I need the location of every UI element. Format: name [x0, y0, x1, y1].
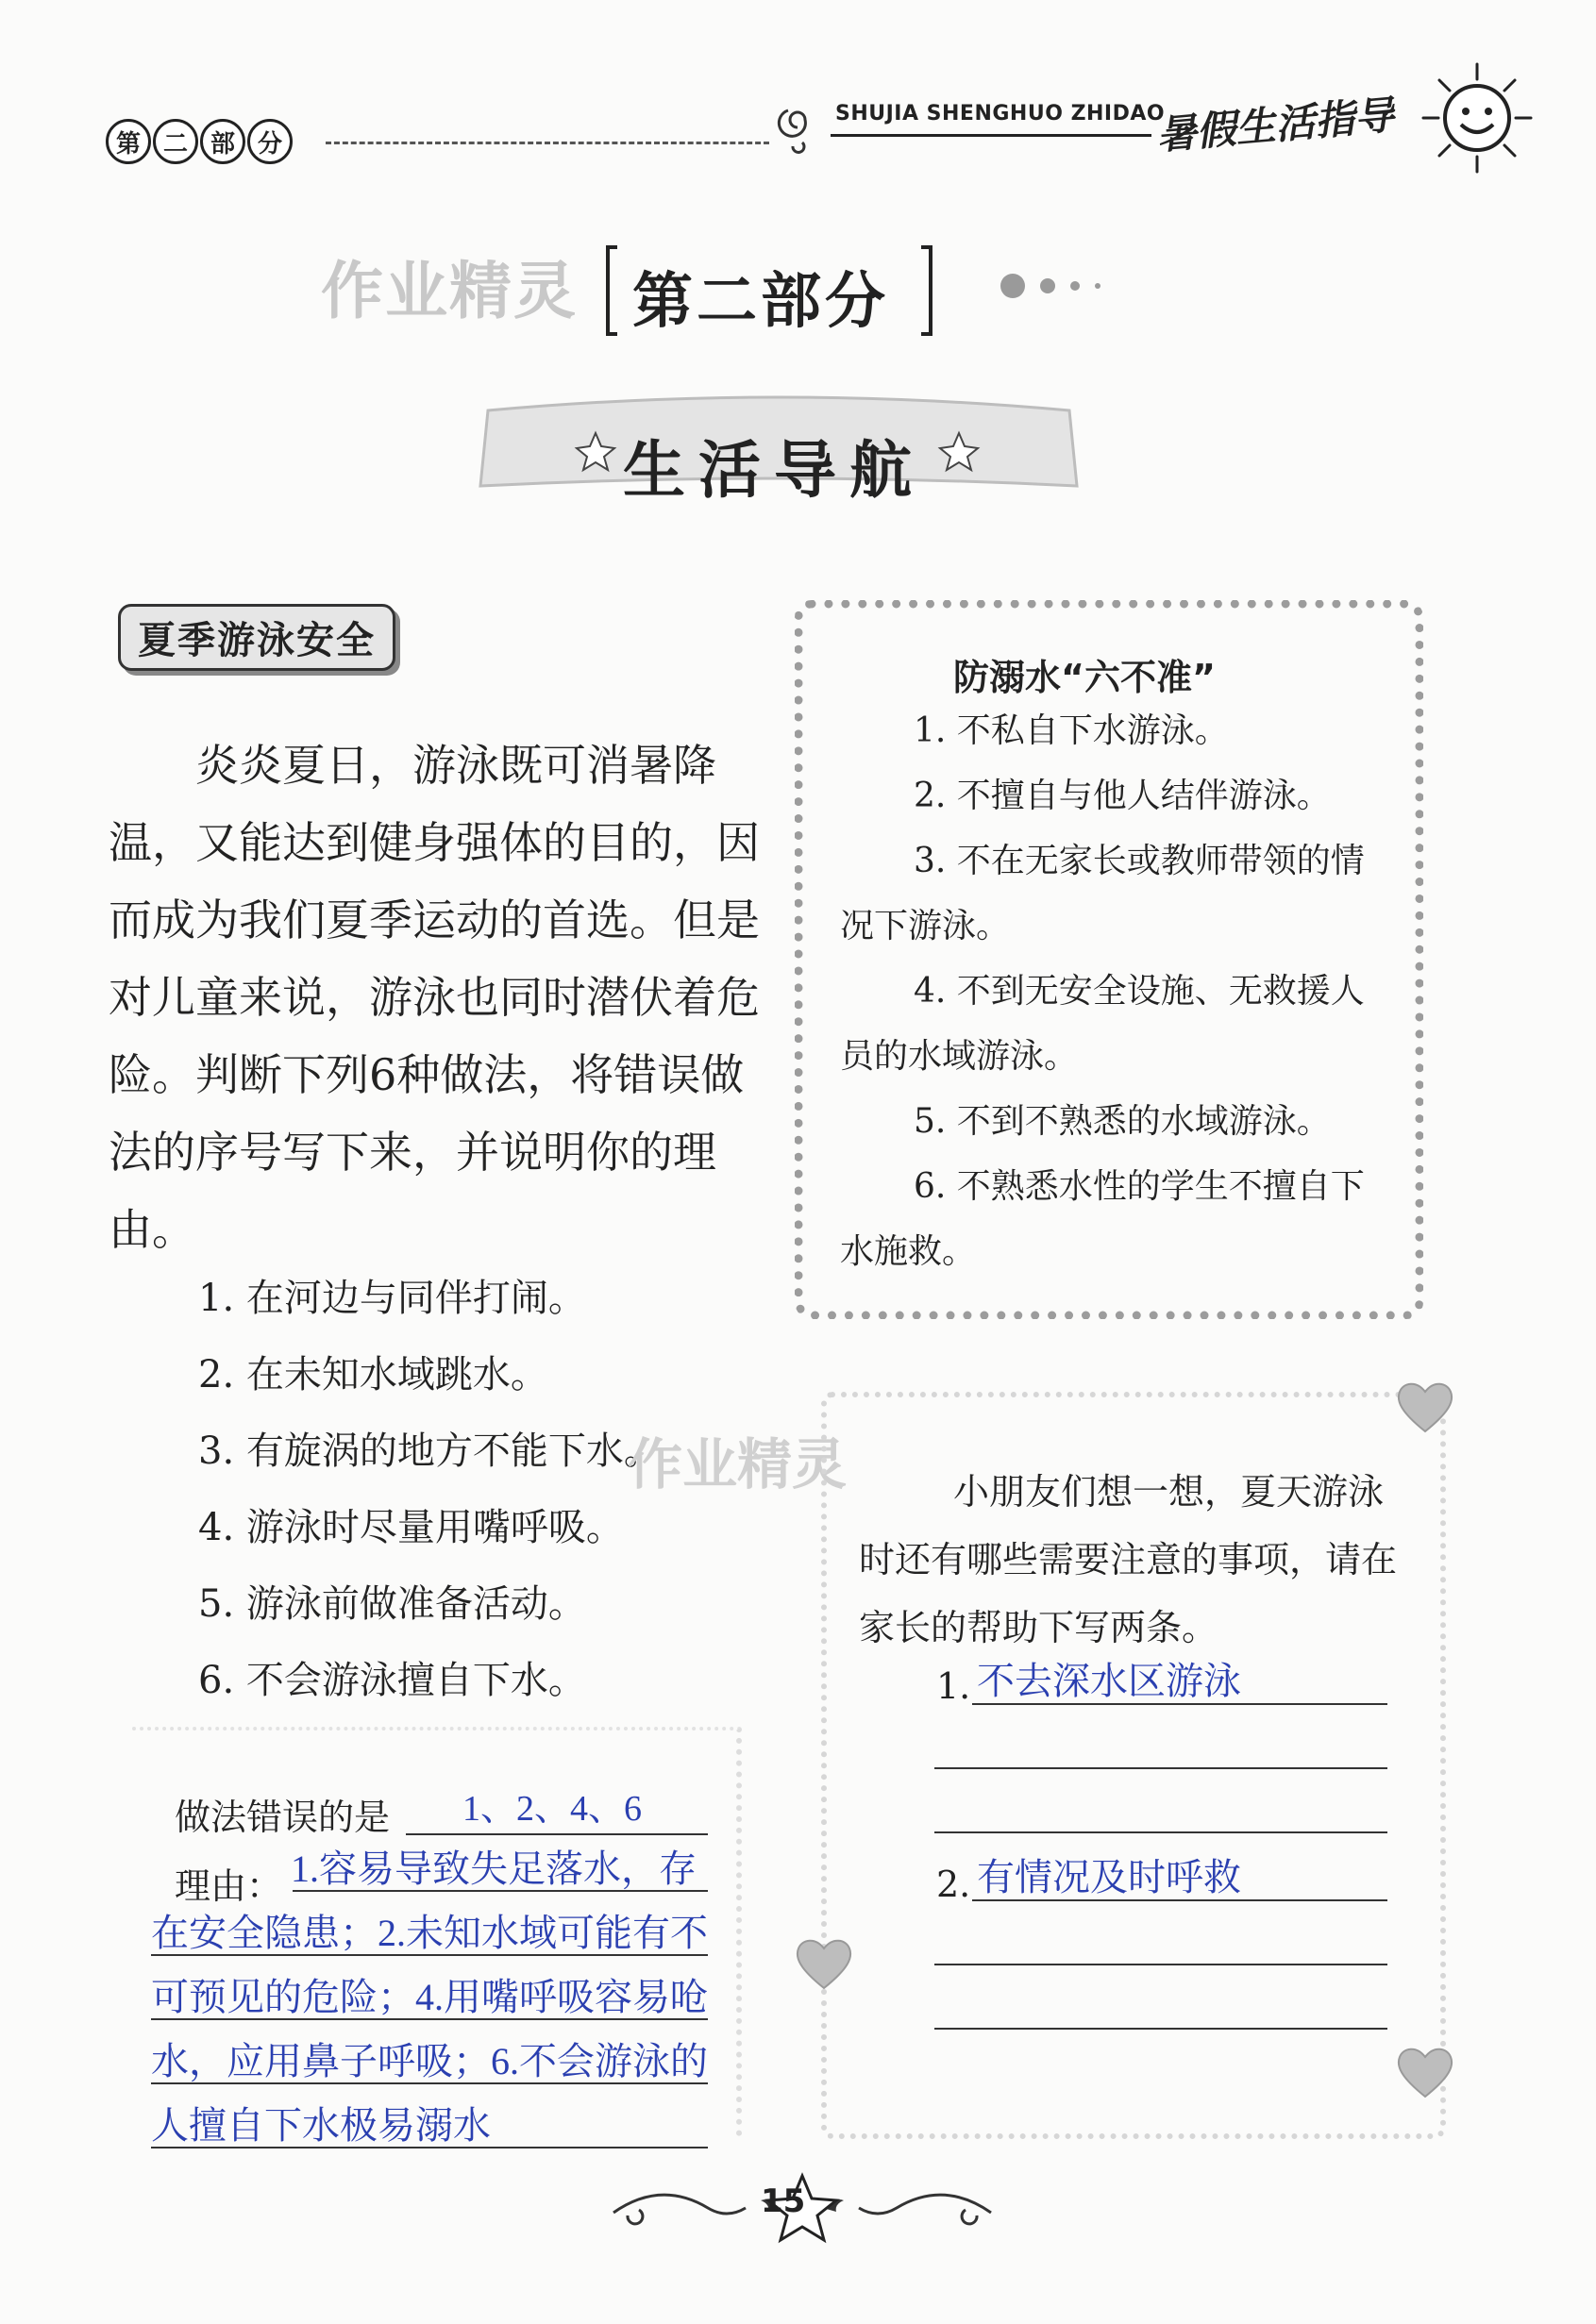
wrong-practices-label: 做法错误的是 [175, 1797, 391, 1838]
part-label [106, 119, 294, 164]
rules-list [840, 698, 1387, 1284]
list-item: 4. 游泳时尽量用嘴呼吸。 [198, 1506, 624, 1549]
heart-icon [1392, 1373, 1458, 1439]
reason-label: 理由： [175, 1865, 283, 1907]
rules-title: 防溺水“六不准” [953, 657, 1216, 698]
rule-item: 3. 不在无家长或教师带领的情况下游泳。 [840, 842, 1365, 945]
answer-line [934, 2028, 1387, 2030]
list-item: 2. 在未知水域跳水。 [198, 1353, 548, 1396]
page-number: 15 [761, 2182, 806, 2220]
heart-icon [791, 1930, 857, 1996]
list-item: 3. 有旋涡的地方不能下水。 [198, 1430, 662, 1473]
rule-item: 6. 不熟悉水性的学生不擅自下水施救。 [840, 1167, 1365, 1271]
intro-paragraph: 炎炎夏日，游泳既可消暑降温，又能达到健身强体的目的，因而成为我们夏季运动的首选。但是对儿童来说，游泳也同时潜伏着危险。判断下列6种做法，将错误做法的序号写下来，并说明你的理由。 [109, 740, 760, 1255]
part-char: 第 [106, 119, 151, 164]
answer-line [972, 1899, 1387, 1901]
heart-icon [1392, 2038, 1458, 2104]
answer-line [934, 1767, 1387, 1769]
list-item: 5. 游泳前做准备活动。 [198, 1582, 586, 1626]
rule-item: 4. 不到无安全设施、无救援人员的水域游泳。 [840, 972, 1365, 1076]
answer-line [972, 1703, 1387, 1705]
practice-list [198, 1261, 662, 1719]
watermark-text: 作业精灵 [628, 1432, 848, 1496]
answer-line [934, 1964, 1387, 1965]
part-char: 部 [200, 119, 245, 164]
smiling-sun-icon [1416, 57, 1538, 179]
part-title: 第二部分 [632, 267, 889, 337]
list-item: 6. 不会游泳擅自下水。 [198, 1659, 586, 1702]
part-char: 二 [153, 119, 198, 164]
answer-line [934, 1831, 1387, 1833]
brand-english: SHUJIA SHENGHUO ZHIDAO [835, 102, 1166, 125]
note-number: 2. [936, 1864, 971, 1905]
section-label: 夏季游泳安全 [118, 604, 395, 671]
banner-title: 生活导航 [623, 434, 925, 507]
brand-chinese-logo: 暑假生活指导 [1154, 92, 1396, 159]
list-item: 1. 在河边与同伴打闹。 [198, 1277, 586, 1320]
answer-underline [406, 1833, 708, 1835]
brand-underline [831, 134, 1151, 137]
rule-item: 1. 不私自下水游泳。 [914, 711, 1229, 750]
rule-item: 5. 不到不熟悉的水域游泳。 [914, 1102, 1331, 1141]
reason-answer[interactable]: 1.容易导致失足落水，存在安全隐患；2.未知水域可能有不可预见的危险；4.用嘴呼吸容易呛水，应用鼻子呼吸；6.不会游泳的人擅自下水极易溺水 [151, 1847, 708, 2147]
note-prompt: 小朋友们想一想，夏天游泳时还有哪些需要注意的事项，请在家长的帮助下写两条。 [859, 1471, 1398, 1648]
rule-item: 2. 不擅自与他人结伴游泳。 [914, 777, 1331, 815]
note-answer-2[interactable]: 有情况及时呼救 [977, 1856, 1241, 1898]
note-number: 1. [936, 1665, 971, 1707]
header-dashed-divider [326, 142, 769, 144]
part-char: 分 [247, 119, 293, 164]
watermark-text: 作业精灵 [321, 255, 578, 327]
swirl-ornament-icon [774, 94, 821, 160]
wrong-practices-answer[interactable]: 1、2、4、6 [462, 1789, 643, 1829]
decorative-dots [1000, 274, 1116, 298]
note-answer-1[interactable]: 不去深水区游泳 [977, 1660, 1241, 1702]
